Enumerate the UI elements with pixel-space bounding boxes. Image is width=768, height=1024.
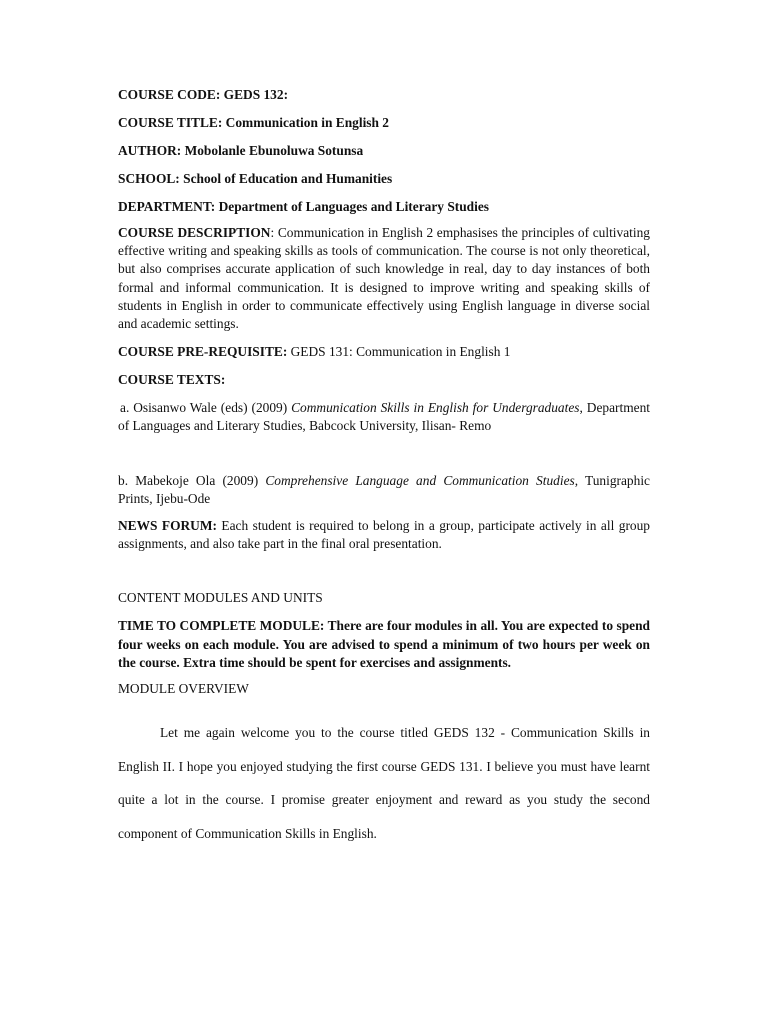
course-text-b: b. Mabekoje Ola (2009) Comprehensive Language and Communication Studies, Tunigraphic Prints, Ijebu-Ode [118, 472, 650, 506]
course-title: COURSE TITLE: Communication in English 2 [118, 115, 390, 130]
author: AUTHOR: Mobolanle Ebunoluwa Sotunsa [118, 143, 364, 158]
news-forum: NEWS FORUM: Each student is required to belong in a group, participate actively in all group assignments, and also take part in the final oral presentation. [118, 518, 650, 552]
module-overview-heading: MODULE OVERVIEW [118, 681, 249, 697]
module-overview-text: Let me again welcome you to the course titled GEDS 132 - Communication Skills in English II. I hope you enjoyed studying the first course GEDS 131. I believe you must have learnt quite a lot in the course. I promise greater enjoyment and reward as you study the second component of Communication Skills in English. [118, 725, 650, 841]
course-prerequisite: COURSE PRE-REQUISITE: GEDS 131: Communication in English 1 [118, 344, 511, 360]
department: DEPARTMENT: Department of Languages and Literary Studies [118, 199, 490, 214]
time-to-complete: TIME TO COMPLETE MODULE: There are four modules in all. You are expected to spend four weeks on each module. You are advised to spend a minimum of two hours per week on the course. Extra time should be spent for exercises and assignments. [118, 618, 650, 670]
document-page [118, 86, 650, 850]
course-code: COURSE CODE: GEDS 132: [118, 87, 289, 102]
content-modules-heading: CONTENT MODULES AND UNITS [118, 590, 323, 606]
course-text-a: a. Osisanwo Wale (eds) (2009) Communication Skills in English for Undergraduates, Department of Languages and Literary Studies, Babcock University, Ilisan- Remo [118, 400, 650, 434]
school: SCHOOL: School of Education and Humanities [118, 171, 393, 186]
course-description: COURSE DESCRIPTION: Communication in English 2 emphasises the principles of cultivating effective writing and speaking skills as tools of communication. The course is not only theoretical, but also comprises accurate application of such knowledge in real, day to day instances of both formal and informal communication. It is designed to improve writing and speaking skills of students in English in order to communicate effectively using English language in diverse social and academic settings. [118, 225, 650, 332]
course-texts-heading: COURSE TEXTS: [118, 372, 226, 388]
